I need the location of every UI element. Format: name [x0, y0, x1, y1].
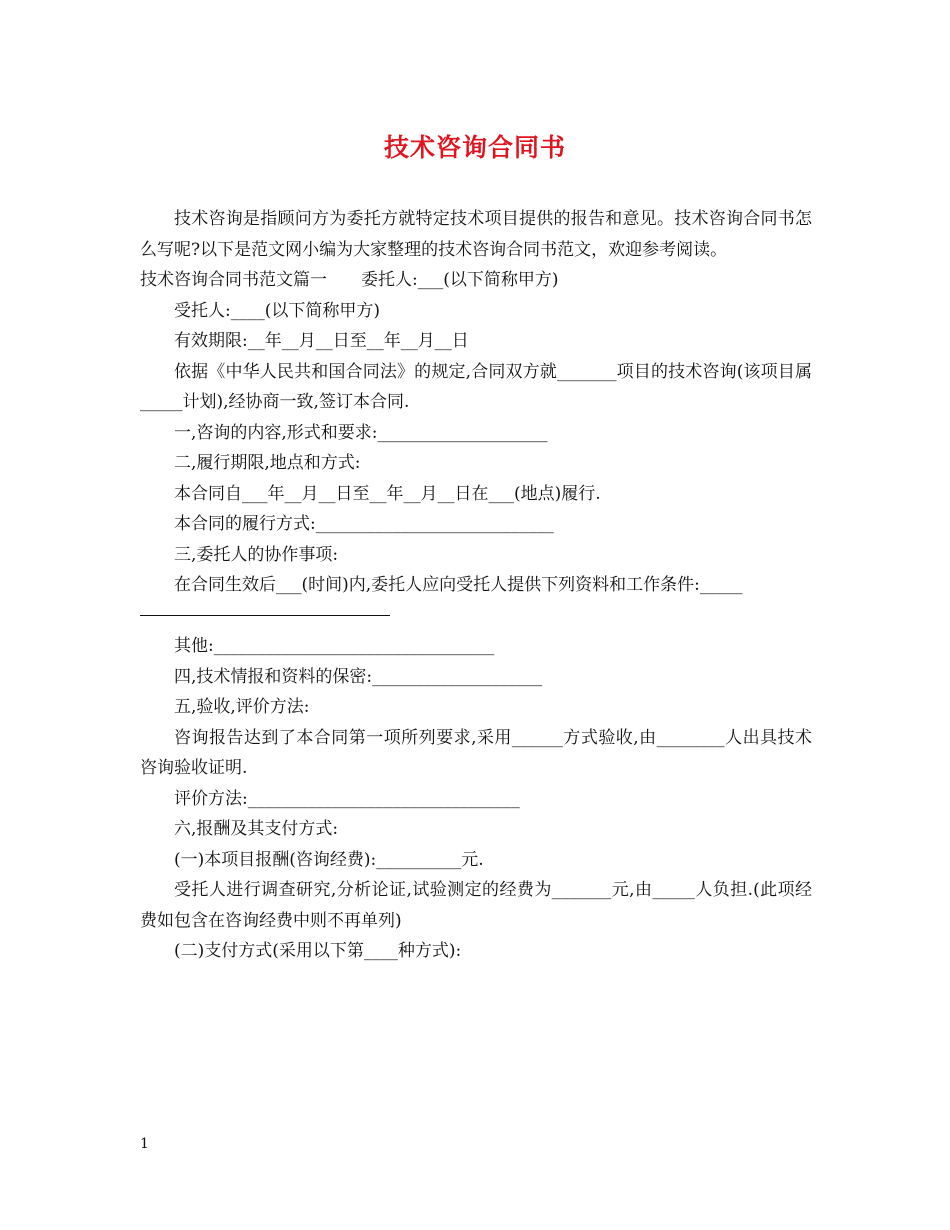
blank-fill-line	[140, 601, 812, 632]
clause-3-heading: 三,委托人的协作事项:	[174, 544, 339, 565]
performance-dates-line: 本合同自___年__月__日至__年__月__日在___(地点)履行.	[174, 483, 601, 504]
clause-2-heading: 二,履行期限,地点和方式:	[174, 453, 361, 473]
remuneration-line: (一)本项目报酬(咨询经费):__________元.	[174, 849, 484, 870]
clause-5-heading: 五,验收,评价方法:	[174, 697, 310, 717]
page-number: 1	[140, 1136, 149, 1152]
legal-basis-paragraph: 依据《中华人民共和国合同法》的规定,合同双方就_______项目的技术咨询(该项目属_____计划),经协商一致,签订本合同.	[140, 361, 812, 412]
trustee-line: 受托人:____(以下简称甲方)	[174, 300, 380, 321]
document-body	[140, 204, 812, 967]
sample-heading-client-line: 技术咨询合同书范文篇一 委托人:___(以下简称甲方)	[140, 270, 559, 290]
performance-method-line: 本合同的履行方式:____________________________	[174, 514, 554, 534]
payment-method-line: (二)支付方式(采用以下第____种方式):	[174, 941, 462, 961]
document-title: 技术咨询合同书	[383, 133, 566, 162]
research-expense-paragraph: 受托人进行调查研究,分析论证,试验测定的经费为_______元,由_____人负担.(此项经费如包含在咨询经费中则不再单列)	[140, 880, 812, 931]
clause-1-content: 一,咨询的内容,形式和要求:____________________	[174, 422, 548, 443]
validity-period-line: 有效期限:__年__月__日至__年__月__日	[174, 331, 469, 351]
clause-6-heading: 六,报酬及其支付方式:	[174, 819, 339, 839]
other-line: 其他:_________________________________	[174, 636, 495, 656]
clause-4-confidentiality: 四,技术情报和资料的保密:____________________	[174, 666, 543, 687]
intro-paragraph: 技术咨询是指顾问方为委托方就特定技术项目提供的报告和意见。技术咨询合同书怎么写呢?以下是范文网小编为大家整理的技术咨询合同书范文，欢迎参考阅读。	[140, 209, 812, 260]
blank-underline	[140, 615, 390, 616]
cooperation-materials-line: 在合同生效后___(时间)内,委托人应向受托人提供下列资料和工作条件:_____	[174, 575, 743, 595]
evaluation-method-line: 评价方法:________________________________	[174, 788, 520, 809]
acceptance-paragraph: 咨询报告达到了本合同第一项所列要求,采用______方式验收,由________人出具技术咨询验收证明.	[140, 727, 812, 778]
